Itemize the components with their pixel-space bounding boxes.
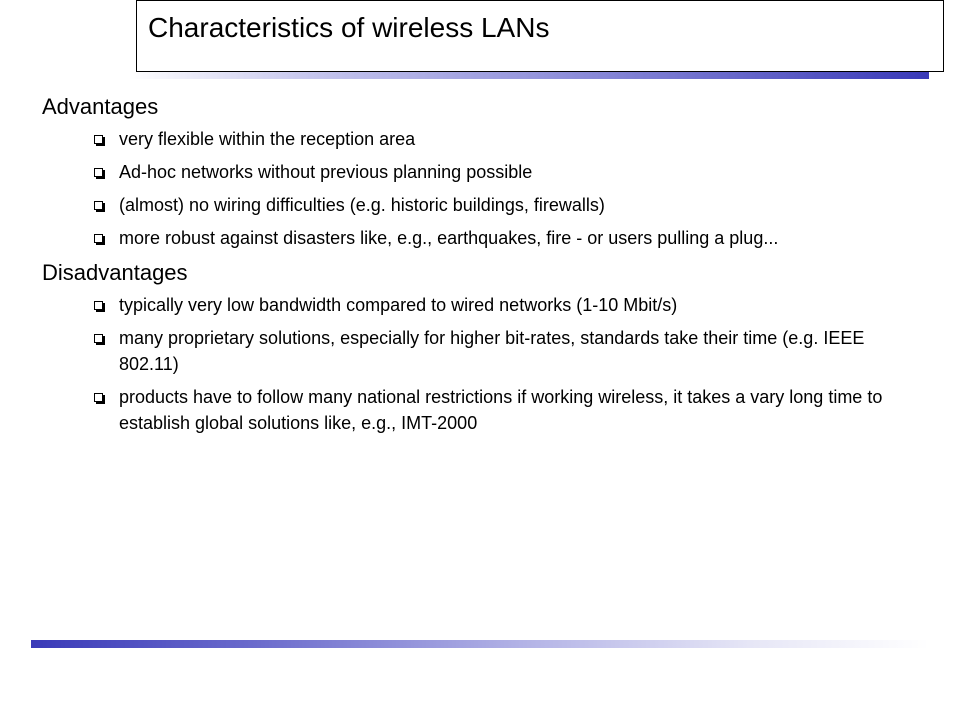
list-item-text: (almost) no wiring difficulties (e.g. historic buildings, firewalls) xyxy=(119,195,605,215)
list-item-text: typically very low bandwidth compared to wired networks (1-10 Mbit/s) xyxy=(119,295,678,315)
list-item xyxy=(42,225,909,251)
advantages-list xyxy=(42,126,922,251)
slide-content xyxy=(42,92,922,443)
square-bullet-icon xyxy=(94,234,103,243)
list-item xyxy=(42,292,909,318)
list-item xyxy=(42,126,909,152)
title-box xyxy=(136,0,944,72)
list-item-text: many proprietary solutions, especially for higher bit-rates, standards take their time (e.g. IEEE 802.11) xyxy=(119,328,865,374)
footer-gradient-bar xyxy=(31,640,929,648)
square-bullet-icon xyxy=(94,135,103,144)
list-item-text: products have to follow many national restrictions if working wireless, it takes a vary long time to establish global solutions like, e.g., IMT-2000 xyxy=(119,387,883,433)
disadvantages-list xyxy=(42,292,922,436)
list-item-text: more robust against disasters like, e.g., earthquakes, fire - or users pulling a plug... xyxy=(119,228,779,248)
square-bullet-icon xyxy=(94,334,103,343)
square-bullet-icon xyxy=(94,301,103,310)
advantages-heading: Advantages xyxy=(42,94,159,119)
list-item-text: Ad-hoc networks without previous planning possible xyxy=(119,162,533,182)
disadvantages-heading: Disadvantages xyxy=(42,260,188,285)
list-item xyxy=(42,384,909,436)
list-item-text: very flexible within the reception area xyxy=(119,129,416,149)
list-item xyxy=(42,192,909,218)
list-item xyxy=(42,159,909,185)
square-bullet-icon xyxy=(94,168,103,177)
list-item xyxy=(42,325,909,377)
slide-title: Characteristics of wireless LANs xyxy=(148,12,550,43)
square-bullet-icon xyxy=(94,201,103,210)
square-bullet-icon xyxy=(94,393,103,402)
title-underline-bar xyxy=(40,71,929,79)
